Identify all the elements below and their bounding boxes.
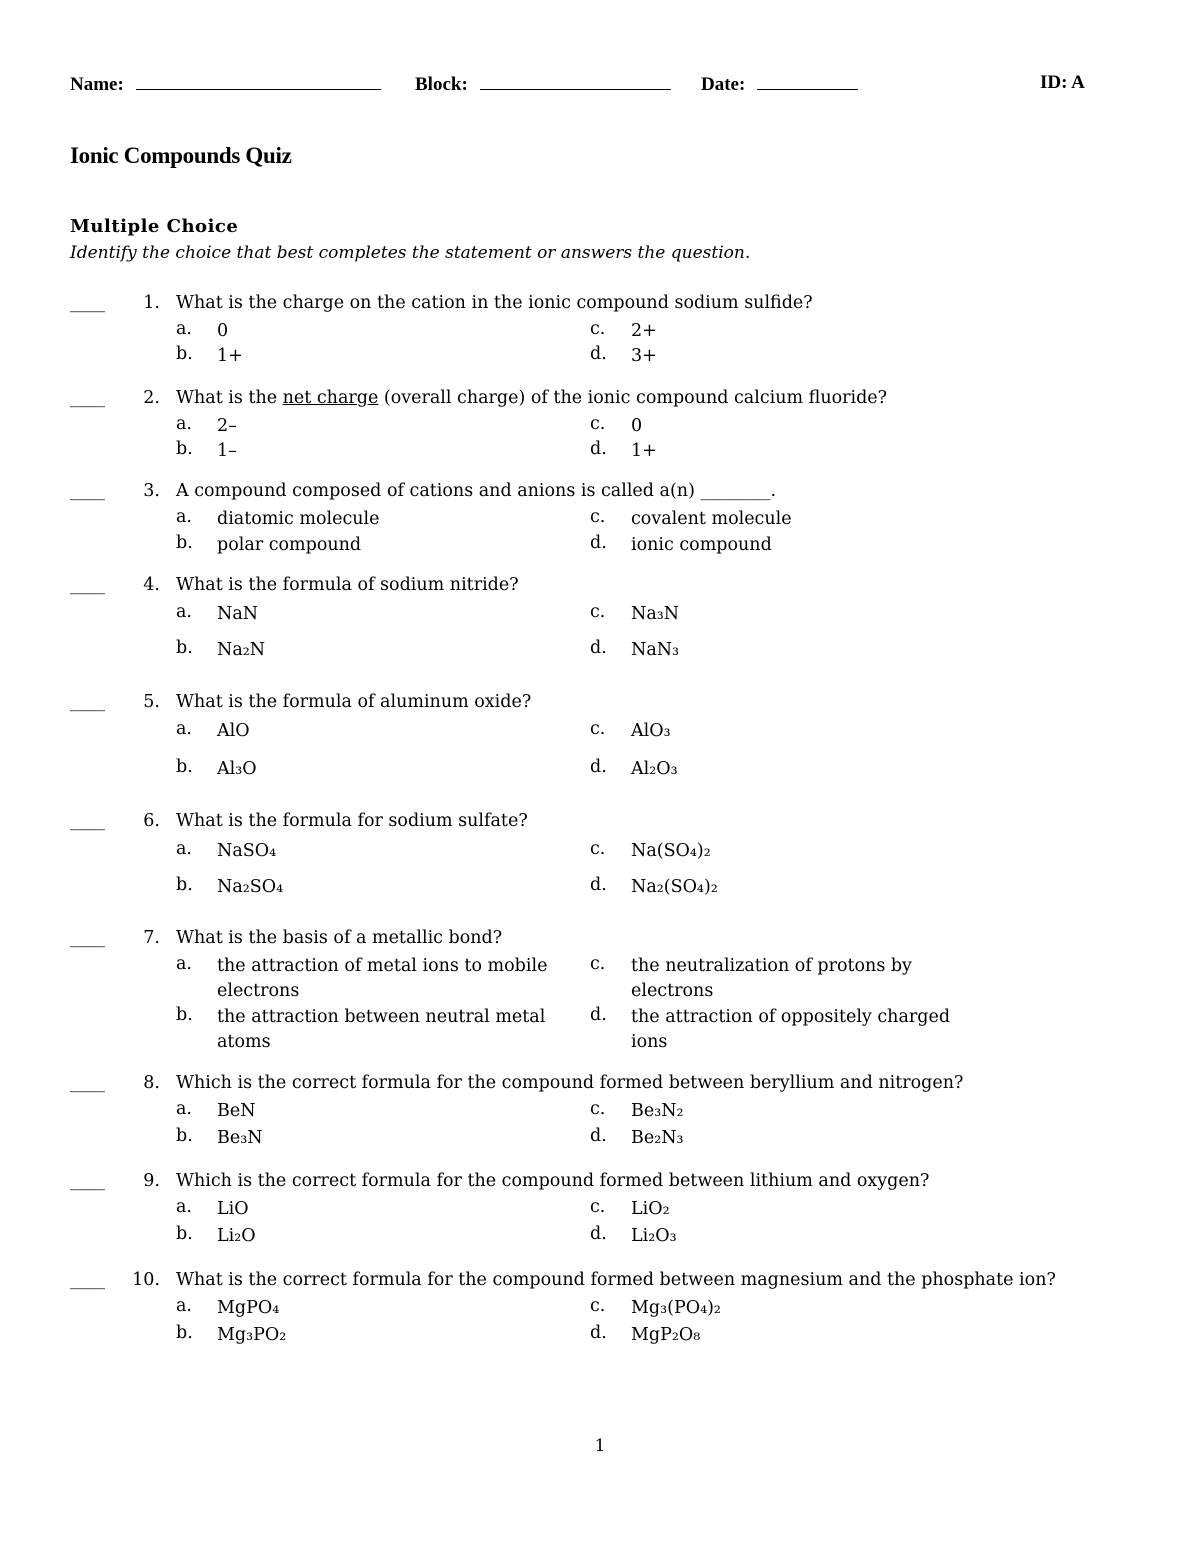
choice-letter: a. <box>176 719 192 739</box>
choice-text: NaSO₄ <box>217 841 277 861</box>
question-stem: Which is the correct formula for the compound formed between lithium and oxygen? <box>176 1171 930 1191</box>
choice-text: AlO <box>217 721 250 741</box>
choice-letter: b. <box>176 1005 193 1025</box>
question-number: 9. <box>143 1171 160 1191</box>
choice-text: Na₂(SO₄)₂ <box>631 877 718 897</box>
question-number: 8. <box>143 1073 160 1093</box>
answer-blank[interactable]: ____ <box>70 1171 105 1191</box>
stem-text: (overall charge) of the ionic compound calcium fluoride? <box>378 388 888 408</box>
choice-letter: d. <box>590 533 607 553</box>
choice-letter: b. <box>176 875 193 895</box>
choice-text: Al₃O <box>217 759 257 779</box>
answer-blank[interactable]: ____ <box>70 575 105 595</box>
choice-text: BeN <box>217 1101 256 1121</box>
choice-letter: c. <box>590 602 606 622</box>
choice-letter: c. <box>590 1099 606 1119</box>
choice-text: Be₂N₃ <box>631 1128 684 1148</box>
question-stem: What is the basis of a metallic bond? <box>176 928 503 948</box>
id-label: ID: A <box>1040 72 1085 93</box>
choice-text: Be₃N₂ <box>631 1101 684 1121</box>
choice-letter: b. <box>176 757 193 777</box>
choice-text: Al₂O₃ <box>631 759 678 779</box>
choice-text: NaN <box>217 604 259 624</box>
header <box>70 72 1095 100</box>
question-stem: A compound composed of cations and anions is called a(n) ________. <box>176 481 777 501</box>
choice-text: LiO <box>217 1199 249 1219</box>
choice-letter: a. <box>176 954 192 974</box>
choice-text: the attraction of oppositely charged ions <box>631 1007 951 1052</box>
choice-letter: c. <box>590 319 606 339</box>
choice-letter: a. <box>176 1296 192 1316</box>
choice-letter: a. <box>176 507 192 527</box>
question-number: 7. <box>143 928 160 948</box>
date-label: Date: <box>701 74 746 95</box>
choice-text: Li₂O <box>217 1226 256 1246</box>
choice-letter: b. <box>176 533 193 553</box>
answer-blank[interactable]: ____ <box>70 692 105 712</box>
question-stem: What is the charge on the cation in the ionic compound sodium sulfide? <box>176 293 813 313</box>
date-line <box>757 72 858 90</box>
choice-text: 1– <box>217 441 237 461</box>
name-line <box>136 72 381 90</box>
choice-text: diatomic molecule <box>217 509 380 529</box>
name-label: Name: <box>70 74 124 95</box>
question-number: 4. <box>143 575 160 595</box>
choice-letter: a. <box>176 319 192 339</box>
answer-blank[interactable]: ____ <box>70 1270 105 1290</box>
choice-text: 1+ <box>631 441 657 461</box>
choice-letter: b. <box>176 1126 193 1146</box>
question-stem: What is the formula for sodium sulfate? <box>176 811 528 831</box>
question-number: 6. <box>143 811 160 831</box>
section-instructions: Identify the choice that best completes the statement or answers the question. <box>70 243 751 263</box>
choice-letter: d. <box>590 439 607 459</box>
choice-text: Na₃N <box>631 604 680 624</box>
choice-text: Na₂N <box>217 640 266 660</box>
choice-letter: a. <box>176 602 192 622</box>
choice-letter: c. <box>590 1197 606 1217</box>
choice-letter: d. <box>590 1005 607 1025</box>
choice-letter: d. <box>590 1126 607 1146</box>
question-stem: Which is the correct formula for the compound formed between beryllium and nitrogen? <box>176 1073 964 1093</box>
answer-blank[interactable]: ____ <box>70 811 105 831</box>
choice-text: 2+ <box>631 321 657 341</box>
answer-blank[interactable]: ____ <box>70 388 105 408</box>
choice-letter: d. <box>590 875 607 895</box>
block-line <box>480 72 671 90</box>
choice-letter: a. <box>176 839 192 859</box>
date-field[interactable] <box>701 72 858 96</box>
answer-blank[interactable]: ____ <box>70 1073 105 1093</box>
choice-text: LiO₂ <box>631 1199 670 1219</box>
choice-text: polar compound <box>217 535 362 555</box>
section-title: Multiple Choice <box>70 216 239 237</box>
stem-text: What is the <box>176 388 283 408</box>
choice-letter: b. <box>176 1323 193 1343</box>
choice-text: Be₃N <box>217 1128 263 1148</box>
choice-letter: d. <box>590 757 607 777</box>
choice-letter: b. <box>176 1224 193 1244</box>
choice-letter: c. <box>590 719 606 739</box>
choice-text: AlO₃ <box>631 721 671 741</box>
choice-text: ionic compound <box>631 535 772 555</box>
answer-blank[interactable]: ____ <box>70 481 105 501</box>
question-number: 5. <box>143 692 160 712</box>
choice-letter: a. <box>176 1099 192 1119</box>
choice-letter: d. <box>590 344 607 364</box>
question-number: 1. <box>143 293 160 313</box>
block-label: Block: <box>415 74 468 95</box>
question-stem <box>176 388 887 408</box>
page-title: Ionic Compounds Quiz <box>70 143 292 168</box>
choice-text: covalent molecule <box>631 509 792 529</box>
choice-letter: d. <box>590 1323 607 1343</box>
choice-text: Na(SO₄)₂ <box>631 841 711 861</box>
choice-letter: d. <box>590 638 607 658</box>
choice-text: NaN₃ <box>631 640 680 660</box>
choice-text: Li₂O₃ <box>631 1226 677 1246</box>
question-number: 2. <box>143 388 160 408</box>
choice-text: MgPO₄ <box>217 1298 280 1318</box>
answer-blank[interactable]: ____ <box>70 293 105 313</box>
choice-letter: c. <box>590 839 606 859</box>
choice-letter: d. <box>590 1224 607 1244</box>
choice-letter: c. <box>590 954 606 974</box>
choice-text: Na₂SO₄ <box>217 877 284 897</box>
question-number: 10. <box>132 1270 160 1290</box>
choice-letter: b. <box>176 344 193 364</box>
page-number: 1 <box>594 1436 606 1456</box>
block-field[interactable] <box>415 72 671 96</box>
choice-text: MgP₂O₈ <box>631 1325 701 1345</box>
choice-text: 2– <box>217 416 237 436</box>
choice-letter: c. <box>590 414 606 434</box>
choice-letter: a. <box>176 414 192 434</box>
choice-text: the neutralization of protons by electrons <box>631 956 912 1001</box>
choice-text: 1+ <box>217 346 243 366</box>
question-stem: What is the formula of sodium nitride? <box>176 575 519 595</box>
choice-text: 0 <box>631 416 643 436</box>
answer-blank[interactable]: ____ <box>70 928 105 948</box>
choice-letter: c. <box>590 1296 606 1316</box>
choice-letter: b. <box>176 638 193 658</box>
choice-text: Mg₃(PO₄)₂ <box>631 1298 721 1318</box>
choice-text: 3+ <box>631 346 657 366</box>
choice-text: Mg₃PO₂ <box>217 1325 287 1345</box>
question-stem: What is the correct formula for the compound formed between magnesium and the phosphate ion? <box>176 1270 1056 1290</box>
choice-letter: a. <box>176 1197 192 1217</box>
question-number: 3. <box>143 481 160 501</box>
stem-underlined-text: net charge <box>282 388 379 408</box>
choice-text: the attraction between neutral metal atoms <box>217 1007 546 1052</box>
question-stem: What is the formula of aluminum oxide? <box>176 692 532 712</box>
choice-text: 0 <box>217 321 229 341</box>
choice-letter: c. <box>590 507 606 527</box>
choice-letter: b. <box>176 439 193 459</box>
name-field[interactable] <box>70 72 381 96</box>
choice-text: the attraction of metal ions to mobile electrons <box>217 956 548 1001</box>
